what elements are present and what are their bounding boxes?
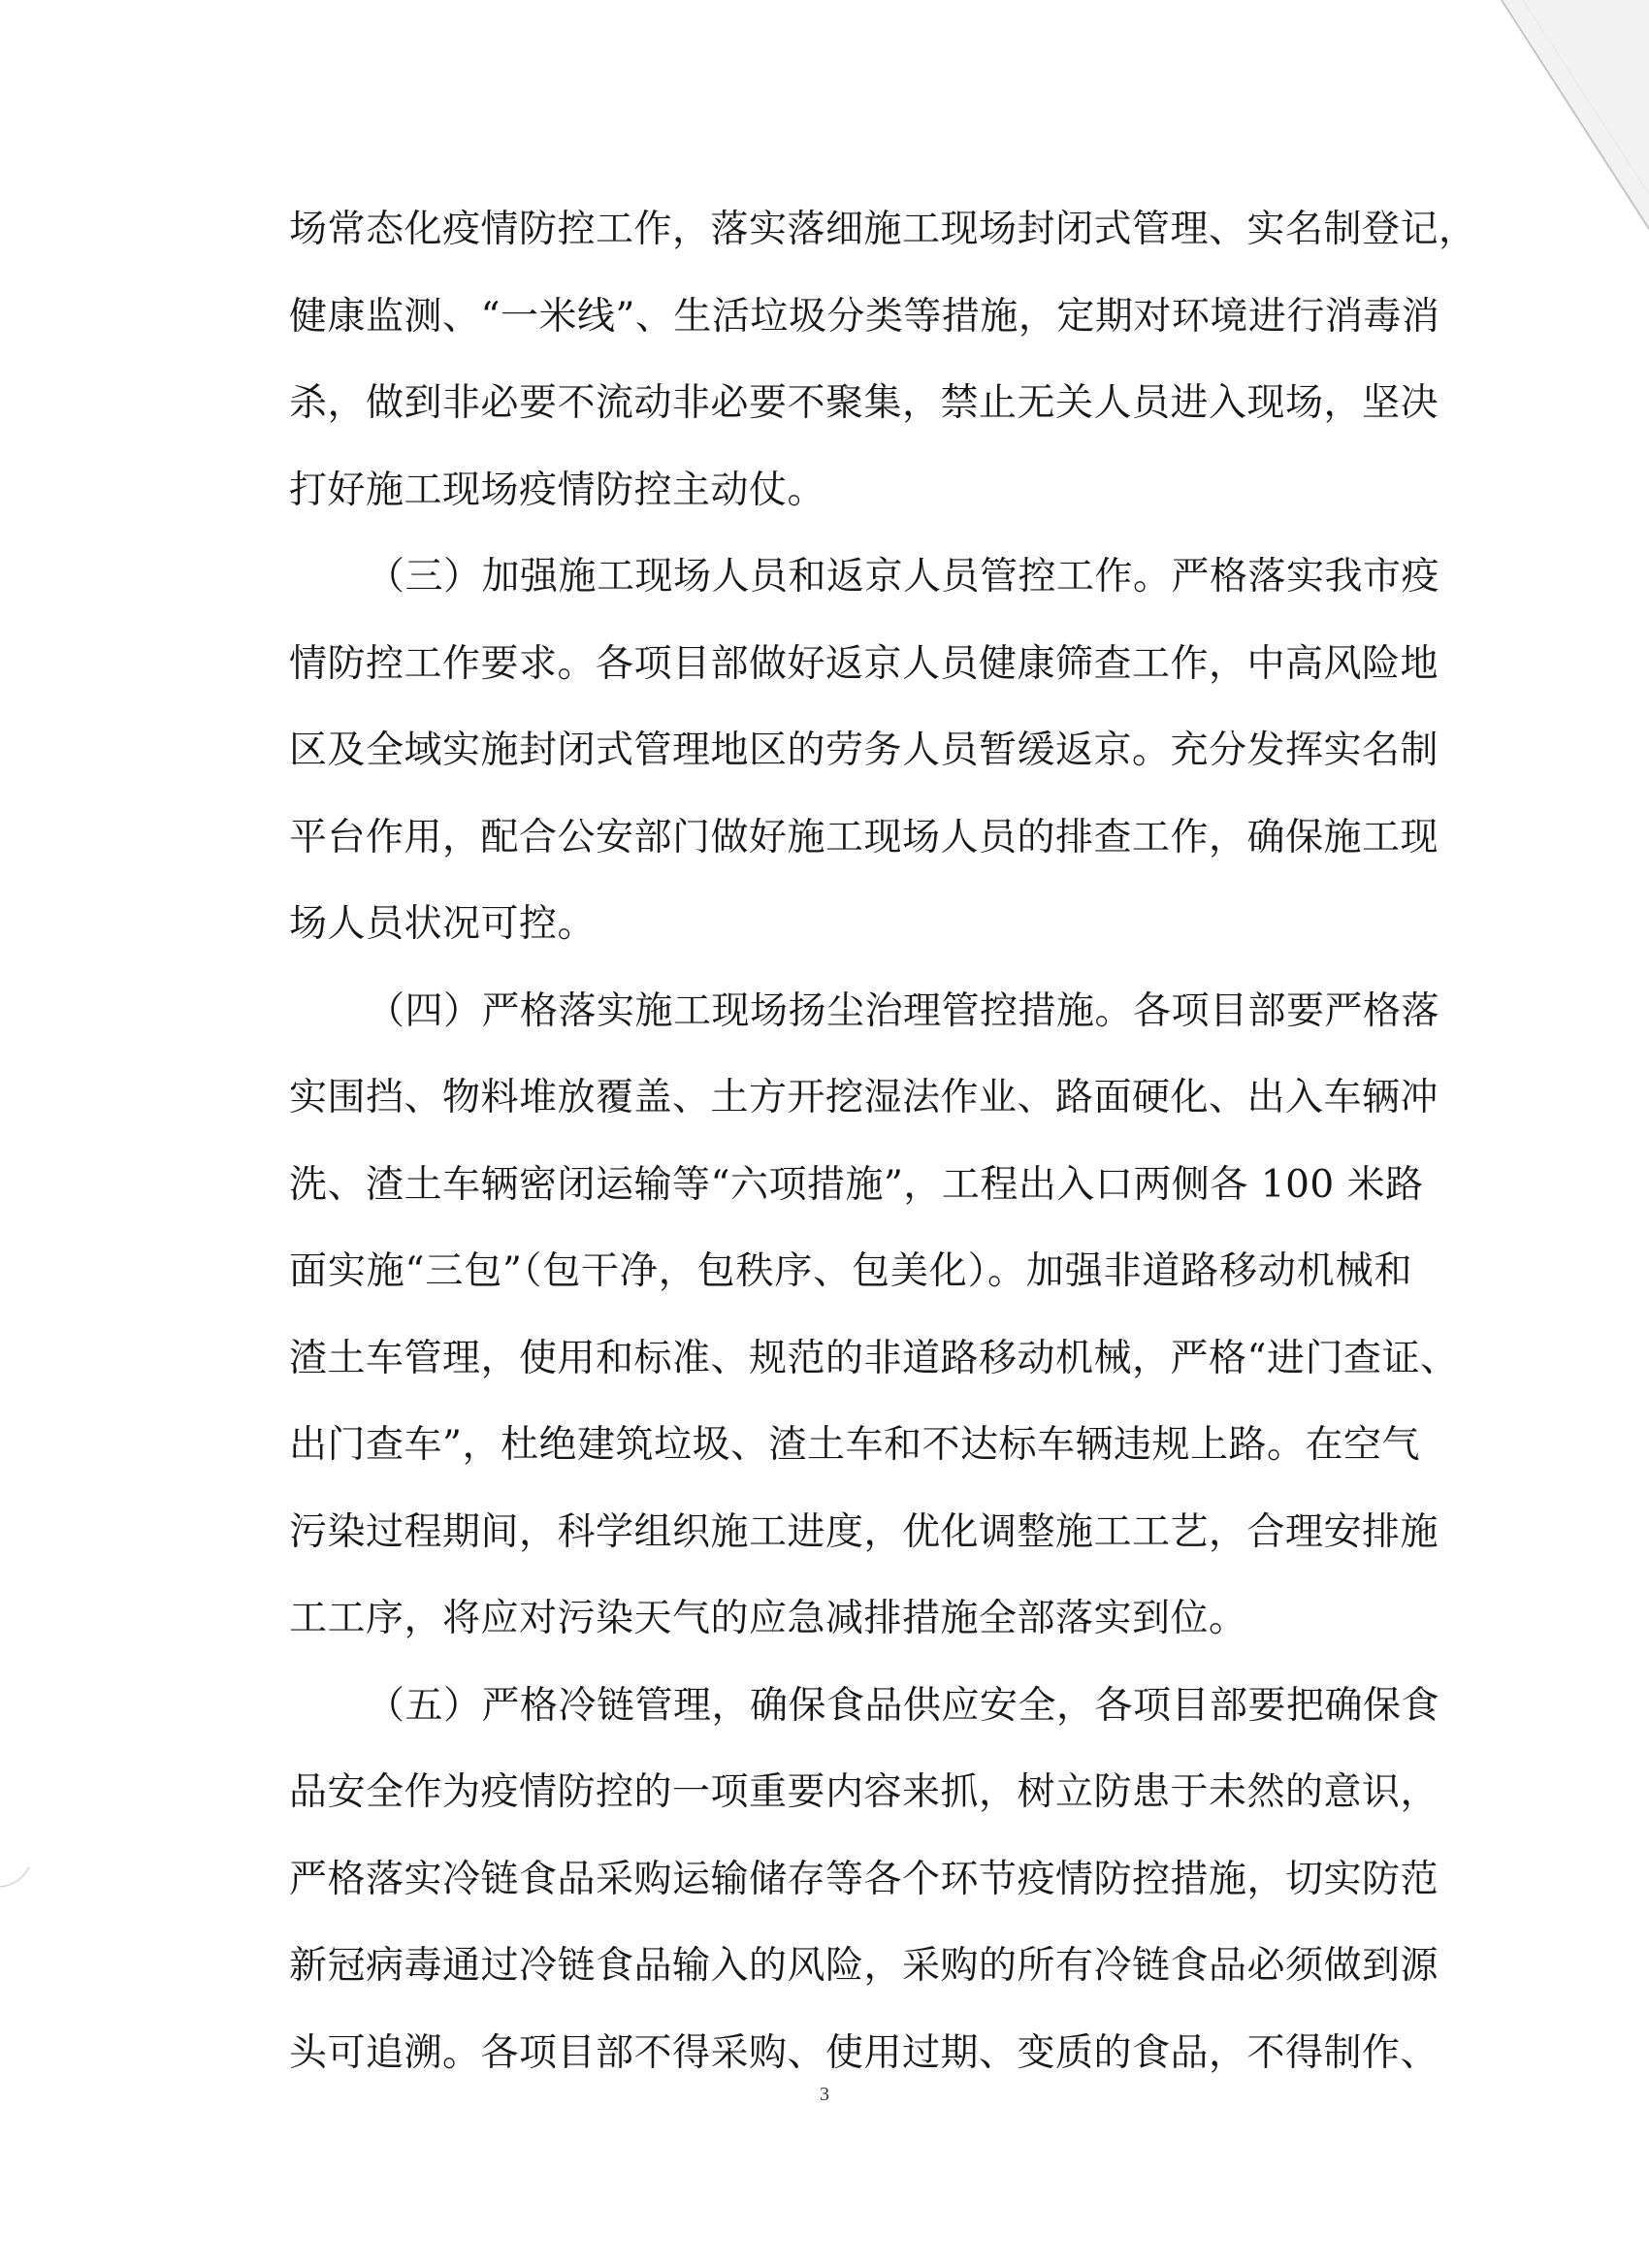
paragraph-heading-line: （四）严格落实施工现场扬尘治理管控措施。各项目部要严格落 — [367, 988, 1440, 1033]
text-line: 实围挡、物料堆放覆盖、土方开挖湿法作业、路面硬化、出入车辆冲 — [289, 1076, 1439, 1119]
text-line: 场人员状况可控。 — [289, 902, 597, 946]
scan-edge-mark — [0, 1848, 48, 1906]
text-line: 工工序，将应对污染天气的应急减排措施全部落实到位。 — [289, 1597, 1247, 1640]
body-text — [289, 186, 1477, 2096]
text-line: 打好施工现场疫情防控主动仗。 — [289, 468, 826, 512]
text-line: 健康监测、“一米线”、生活垃圾分类等措施，定期对环境进行消毒消 — [289, 294, 1440, 339]
page-number: 3 — [820, 2084, 829, 2105]
paragraph-heading-line: （五）严格冷链管理，确保食品供应安全，各项目部要把确保食 — [367, 1683, 1440, 1728]
text-line: 新冠病毒通过冷链食品输入的风险，采购的所有冷链食品必须做到源 — [289, 1944, 1439, 1988]
text-line: 出门查车”，杜绝建筑垃圾、渣土车和不达标车辆违规上路。在空气 — [289, 1423, 1420, 1467]
text-line: 严格落实冷链食品采购运输储存等各个环节疫情防控措施，切实防范 — [289, 1857, 1439, 1901]
text-line: 杀，做到非必要不流动非必要不聚集，禁止无关人员进入现场，坚决 — [289, 381, 1439, 425]
text-line: 情防控工作要求。各项目部做好返京人员健康筛查工作，中高风险地 — [289, 641, 1439, 686]
text-line: 品安全作为疫情防控的一项重要内容来抓，树立防患于未然的意识， — [289, 1770, 1439, 1814]
text-line: 污染过程期间，科学组织施工进度，优化调整施工工艺，合理安排施 — [289, 1509, 1439, 1554]
text-line: 渣土车管理，使用和标准、规范的非道路移动机械，严格“进门查证、 — [289, 1336, 1459, 1380]
text-line: 场常态化疫情防控工作，落实落细施工现场封闭式管理、实名制登记， — [289, 208, 1477, 251]
text-line: 平台作用，配合公安部门做好施工现场人员的排查工作，确保施工现 — [289, 815, 1439, 859]
page-corner-fold — [1484, 0, 1649, 233]
text-line: 洗、渣土车辆密闭运输等“六项措施”，工程出入口两侧各 100 米路 — [289, 1162, 1424, 1207]
paragraph-heading-line: （三）加强施工现场人员和返京人员管控工作。严格落实我市疫 — [367, 555, 1440, 599]
text-line: 面实施“三包”（包干净，包秩序、包美化）。加强非道路移动机械和 — [289, 1249, 1412, 1293]
text-line: 区及全域实施封闭式管理地区的劳务人员暂缓返京。充分发挥实名制 — [289, 729, 1439, 772]
text-line: 头可追溯。各项目部不得采购、使用过期、变质的食品，不得制作、 — [289, 2030, 1439, 2075]
